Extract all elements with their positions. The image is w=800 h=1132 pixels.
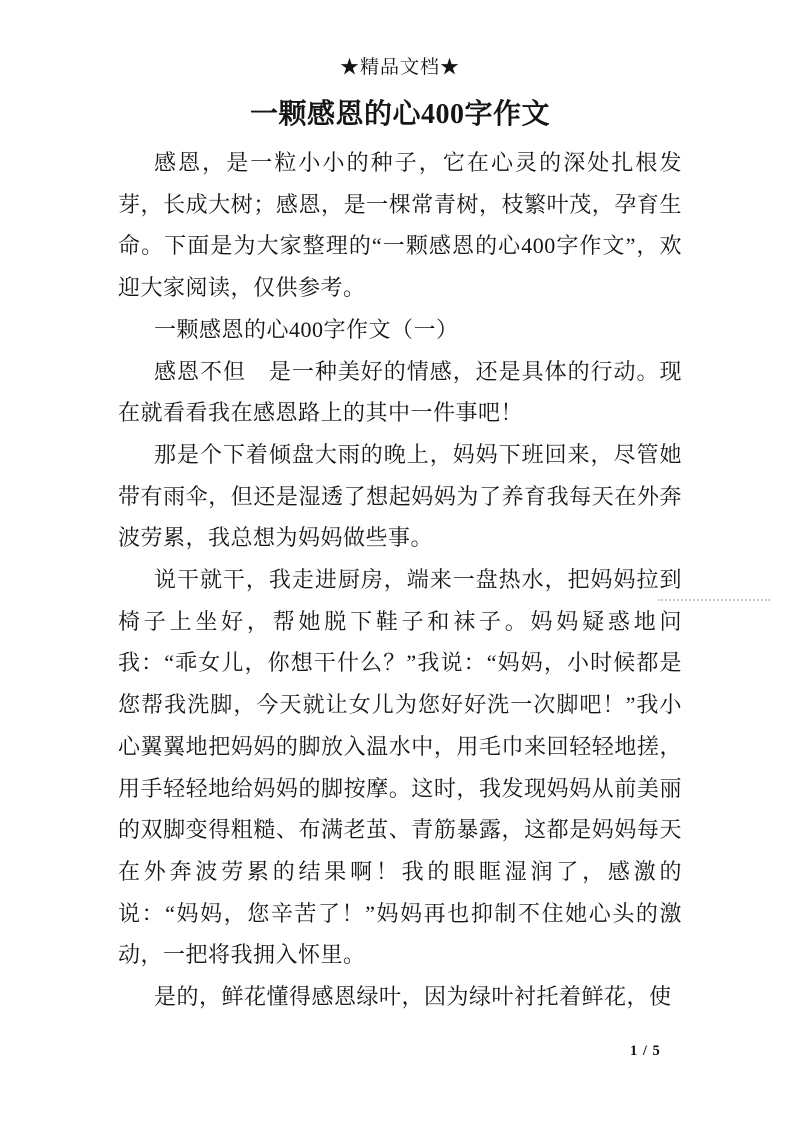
dotted-artifact-line: [658, 599, 770, 601]
paragraph: 感恩不但 是一种美好的情感，还是具体的行动。现在就看看我在感恩路上的其中一件事吧！: [118, 358, 682, 426]
page-number: 1 / 5: [630, 1043, 661, 1059]
document-body: [118, 142, 682, 1018]
paragraph: 是的，鲜花懂得感恩绿叶，因为绿叶衬托着鲜花，使: [154, 984, 672, 1010]
doc-header-label: ★精品文档★: [339, 57, 460, 78]
paragraph: 那是个下着倾盘大雨的晚上，妈妈下班回来，尽管她带有雨伞，但还是湿透了想起妈妈为了养育我每天在外奔波劳累，我总想为妈妈做些事。: [118, 441, 682, 551]
paragraph: 感恩，是一粒小小的种子，它在心灵的深处扎根发芽，长成大树；感恩，是一棵常青树，枝繁叶茂，孕育生命。下面是为大家整理的“一颗感恩的心400字作文”，欢迎大家阅读，仅供参考。: [118, 150, 682, 301]
page-title: 一颗感恩的心400字作文: [249, 99, 550, 130]
paragraph: 说干就干，我走进厨房，端来一盘热水，把妈妈拉到椅子上坐好，帮她脱下鞋子和袜子。妈妈疑惑地问我：“乖女儿，你想干什么？”我说：“妈妈，小时候都是您帮我洗脚，今天就让女儿为您好好洗一次脚吧！”我小心翼翼地把妈妈的脚放入温水中，用毛巾来回轻轻地搓，用手轻轻地给妈妈的脚按摩。这时，我发现妈妈从前美丽的双脚变得粗糙、布满老茧、青筋暴露，这都是妈妈每天在外奔波劳累的结果啊！我的眼眶湿润了，感激的说：“妈妈，您辛苦了！”妈妈再也抑制不住她心头的激动，一把将我拥入怀里。: [118, 567, 682, 968]
paragraph: 一颗感恩的心400字作文（一）: [154, 316, 459, 342]
